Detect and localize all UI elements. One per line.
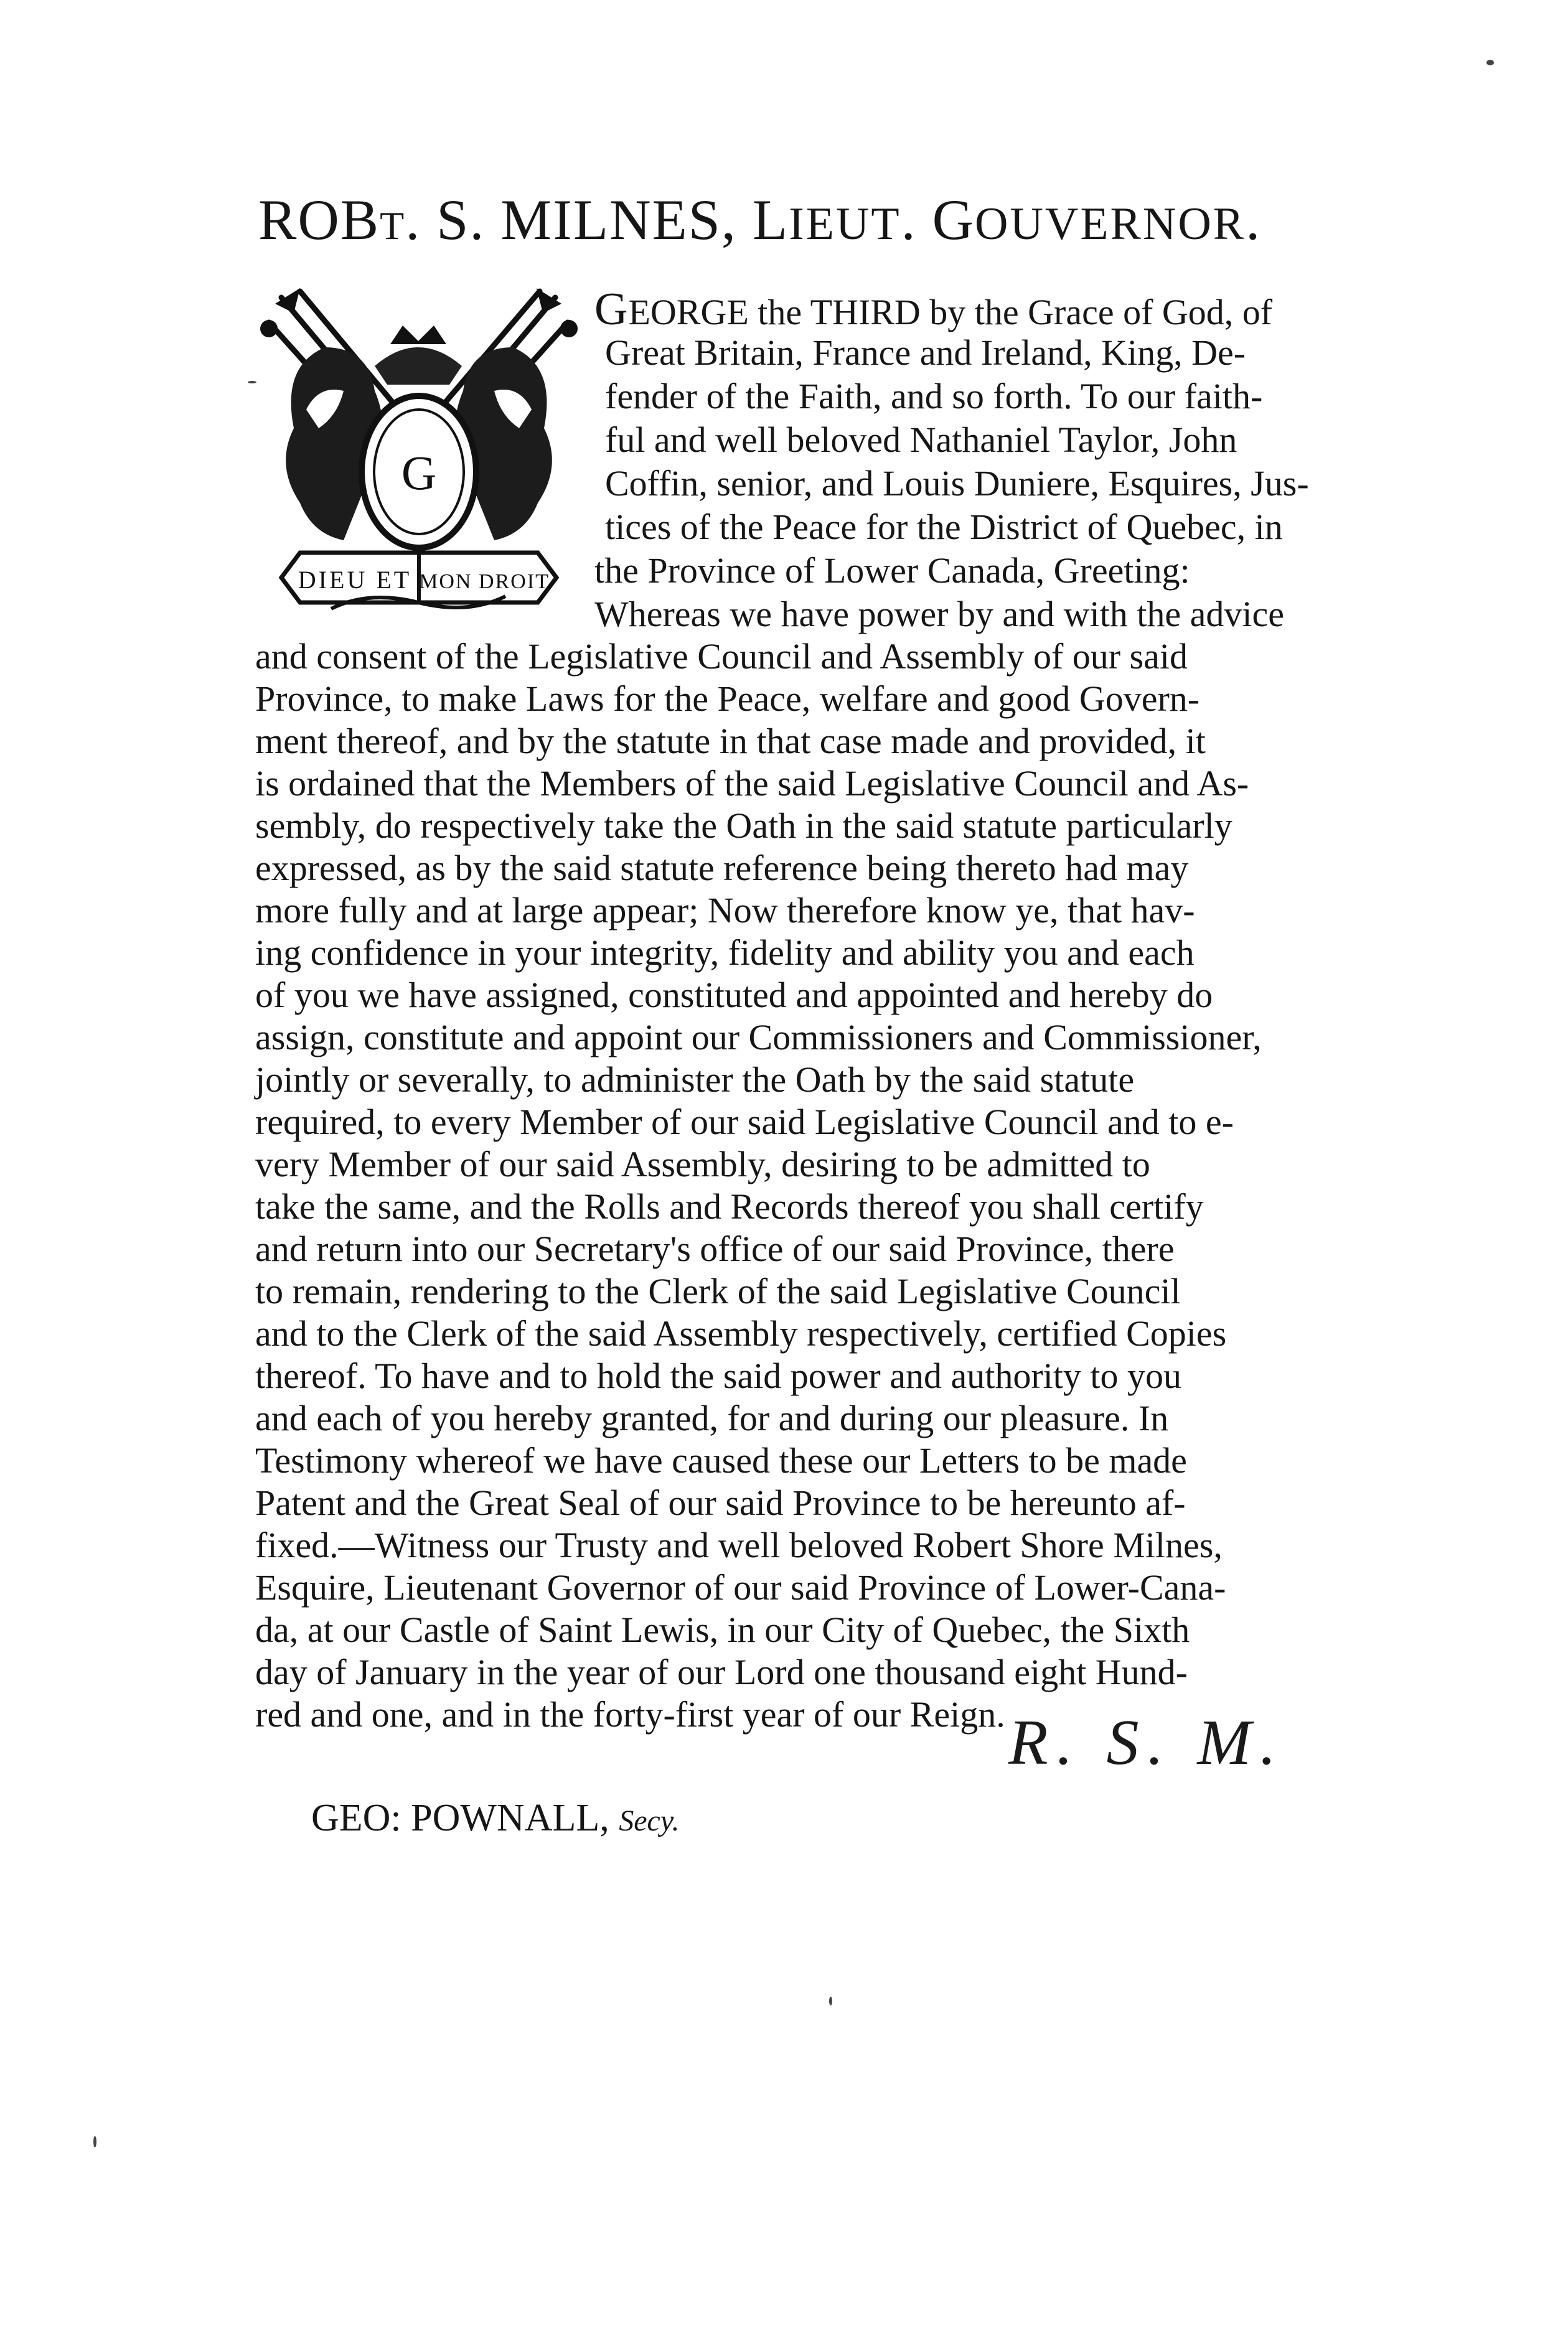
body-line: thereof. To have and to hold the said power and authority to you xyxy=(255,1356,1182,1396)
body-line: Patent and the Great Seal of our said Province to be hereunto af- xyxy=(255,1483,1186,1523)
body-line: Whereas we have power by and with the advice xyxy=(594,594,1284,634)
print-speck xyxy=(829,1997,832,2005)
body-line: Testimony whereof we have caused these our Letters to be made xyxy=(255,1440,1187,1481)
body-line: of you we have assigned, constituted and appointed and hereby do xyxy=(255,975,1213,1015)
body-line: is ordained that the Members of the said Legislative Council and As- xyxy=(255,763,1249,804)
body-line: and consent of the Legislative Council and Assembly of our said xyxy=(255,636,1188,677)
body-line: and each of you hereby granted, for and during our pleasure. In xyxy=(255,1398,1169,1438)
body-line: required, to every Member of our said Legislative Council and to e- xyxy=(255,1102,1234,1142)
body-line: ing confidence in your integrity, fidelity and ability you and each xyxy=(255,932,1195,973)
body-line: Esquire, Lieutenant Governor of our said Province of Lower-Cana- xyxy=(255,1567,1226,1608)
body-line: assign, constitute and appoint our Commissioners and Commissioner, xyxy=(255,1017,1262,1057)
royal-arms-woodcut xyxy=(256,285,581,621)
body-line: more fully and at large appear; Now therefore know ye, that hav- xyxy=(255,890,1195,930)
body-line: GEORGE the THIRD by the Grace of God, of xyxy=(594,284,1273,335)
body-line: Great Britain, France and Ireland, King, De- xyxy=(605,332,1246,373)
print-speck xyxy=(248,381,256,383)
print-speck xyxy=(93,2136,96,2147)
body-line: jointly or severally, to administer the Oath by the said statute xyxy=(255,1059,1135,1100)
svg-text:G: G xyxy=(401,446,437,500)
body-line: ment thereof, and by the statute in that case made and provided, it xyxy=(255,721,1206,761)
body-line: and to the Clerk of the said Assembly respectively, certified Copies xyxy=(255,1313,1227,1354)
svg-text:MON DROIT: MON DROIT xyxy=(419,570,550,593)
body-line: red and one, and in the forty-first year of our Reign. xyxy=(255,1694,1005,1735)
secretary-name: GEO: POWNALL, xyxy=(311,1797,609,1839)
body-line: the Province of Lower Canada, Greeting: xyxy=(594,550,1190,591)
document-heading: ROBT. S. MILNES, LIEUT. GOUVERNOR. xyxy=(258,188,1262,251)
body-line: to remain, rendering to the Clerk of the said Legislative Council xyxy=(255,1271,1181,1311)
body-line: tices of the Peace for the District of Quebec, in xyxy=(605,507,1283,547)
coat-of-arms-icon xyxy=(256,285,581,621)
body-line: fixed.—Witness our Trusty and well beloved Robert Shore Milnes, xyxy=(255,1525,1223,1565)
body-line: fender of the Faith, and so forth. To our faith- xyxy=(605,376,1263,416)
print-speck xyxy=(1486,60,1494,65)
svg-text:DIEU ET: DIEU ET xyxy=(298,566,412,594)
body-line: day of January in the year of our Lord one thousand eight Hund- xyxy=(255,1652,1188,1692)
body-line: Coffin, senior, and Louis Duniere, Esquires, Jus- xyxy=(605,463,1309,504)
body-line: da, at our Castle of Saint Lewis, in our City of Quebec, the Sixth xyxy=(255,1610,1190,1650)
body-line: expressed, as by the said statute reference being thereto had may xyxy=(255,848,1189,888)
body-line: and return into our Secretary's office of our said Province, there xyxy=(255,1229,1175,1269)
body-line: take the same, and the Rolls and Records thereof you shall certify xyxy=(255,1186,1204,1227)
body-line: very Member of our said Assembly, desiring to be admitted to xyxy=(255,1144,1150,1184)
body-line: sembly, do respectively take the Oath in the said statute particularly xyxy=(255,805,1232,846)
body-line: Province, to make Laws for the Peace, welfare and good Govern- xyxy=(255,678,1200,719)
signature-initials: R. S. M. xyxy=(1008,1707,1285,1778)
secretary-line xyxy=(311,1796,679,1840)
body-line: ful and well beloved Nathaniel Taylor, John xyxy=(605,420,1237,460)
secretary-title: Secy. xyxy=(619,1804,680,1837)
